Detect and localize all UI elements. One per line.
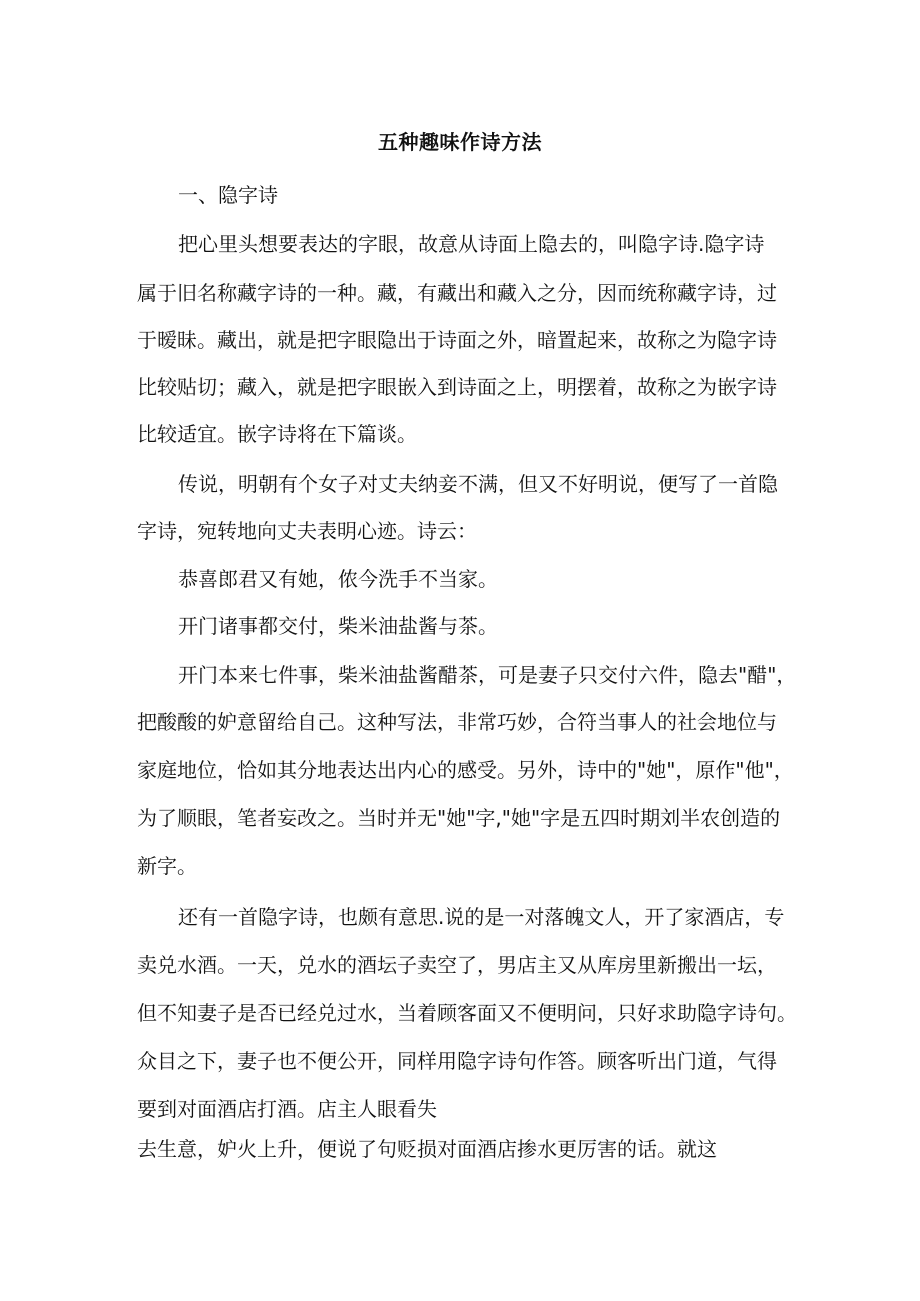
paragraph-line: 去生意，妒火上升，便说了句贬损对面酒店掺水更厉害的话。就这 [137, 1137, 717, 1161]
paragraph-line: 要到对面酒店打酒。店主人眼看失 [137, 1097, 437, 1121]
poem-line: 恭喜郎君又有她，侬今洗手不当家。 [178, 567, 498, 591]
paragraph-line: 但不知妻子是否已经兑过水，当着顾客面又不便明问，只好求助隐字诗句。 [137, 1001, 797, 1025]
paragraph-line: 把心里头想要表达的字眼，故意从诗面上隐去的，叫隐字诗.隐字诗 [178, 232, 765, 256]
paragraph-line: 还有一首隐字诗，也颇有意思.说的是一对落魄文人，开了家酒店，专 [178, 905, 785, 929]
paragraph-line: 字诗，宛转地向丈夫表明心迹。诗云： [137, 519, 477, 543]
paragraph-line: 属于旧名称藏字诗的一种。藏，有藏出和藏入之分，因而统称藏字诗，过 [137, 281, 777, 305]
poem-line: 开门诸事都交付，柴米油盐酱与茶。 [178, 614, 498, 638]
paragraph-line: 新字。 [137, 854, 197, 878]
paragraph-line: 为了顺眼，笔者妄改之。当时并无"她"字,"她"字是五四时期刘半农创造的 [137, 806, 781, 830]
paragraph-line: 众目之下，妻子也不便公开，同样用隐字诗句作答。顾客听出门道，气得 [137, 1049, 777, 1073]
paragraph-line: 把酸酸的妒意留给自己。这种写法，非常巧妙，合符当事人的社会地位与 [137, 710, 777, 734]
document-title: 五种趣味作诗方法 [378, 130, 542, 154]
paragraph-line: 传说，明朝有个女子对丈夫纳妾不满，但又不好明说，便写了一首隐 [178, 472, 778, 496]
paragraph-line: 卖兑水酒。一天，兑水的酒坛子卖空了，男店主又从库房里新搬出一坛， [137, 953, 777, 977]
paragraph-line: 比较贴切；藏入，就是把字眼嵌入到诗面之上，明摆着，故称之为嵌字诗 [137, 375, 777, 399]
section-heading: 一、隐字诗 [178, 183, 278, 207]
paragraph-line: 开门本来七件事，柴米油盐酱醋茶，可是妻子只交付六件，隐去"醋"， [178, 663, 797, 687]
paragraph-line: 于暧昧。藏出，就是把字眼隐出于诗面之外，暗置起来，故称之为隐字诗 [137, 328, 777, 352]
paragraph-line: 比较适宜。嵌字诗将在下篇谈。 [137, 422, 417, 446]
paragraph-line: 家庭地位，恰如其分地表达出内心的感受。另外，诗中的"她"，原作"他"， [137, 758, 794, 782]
